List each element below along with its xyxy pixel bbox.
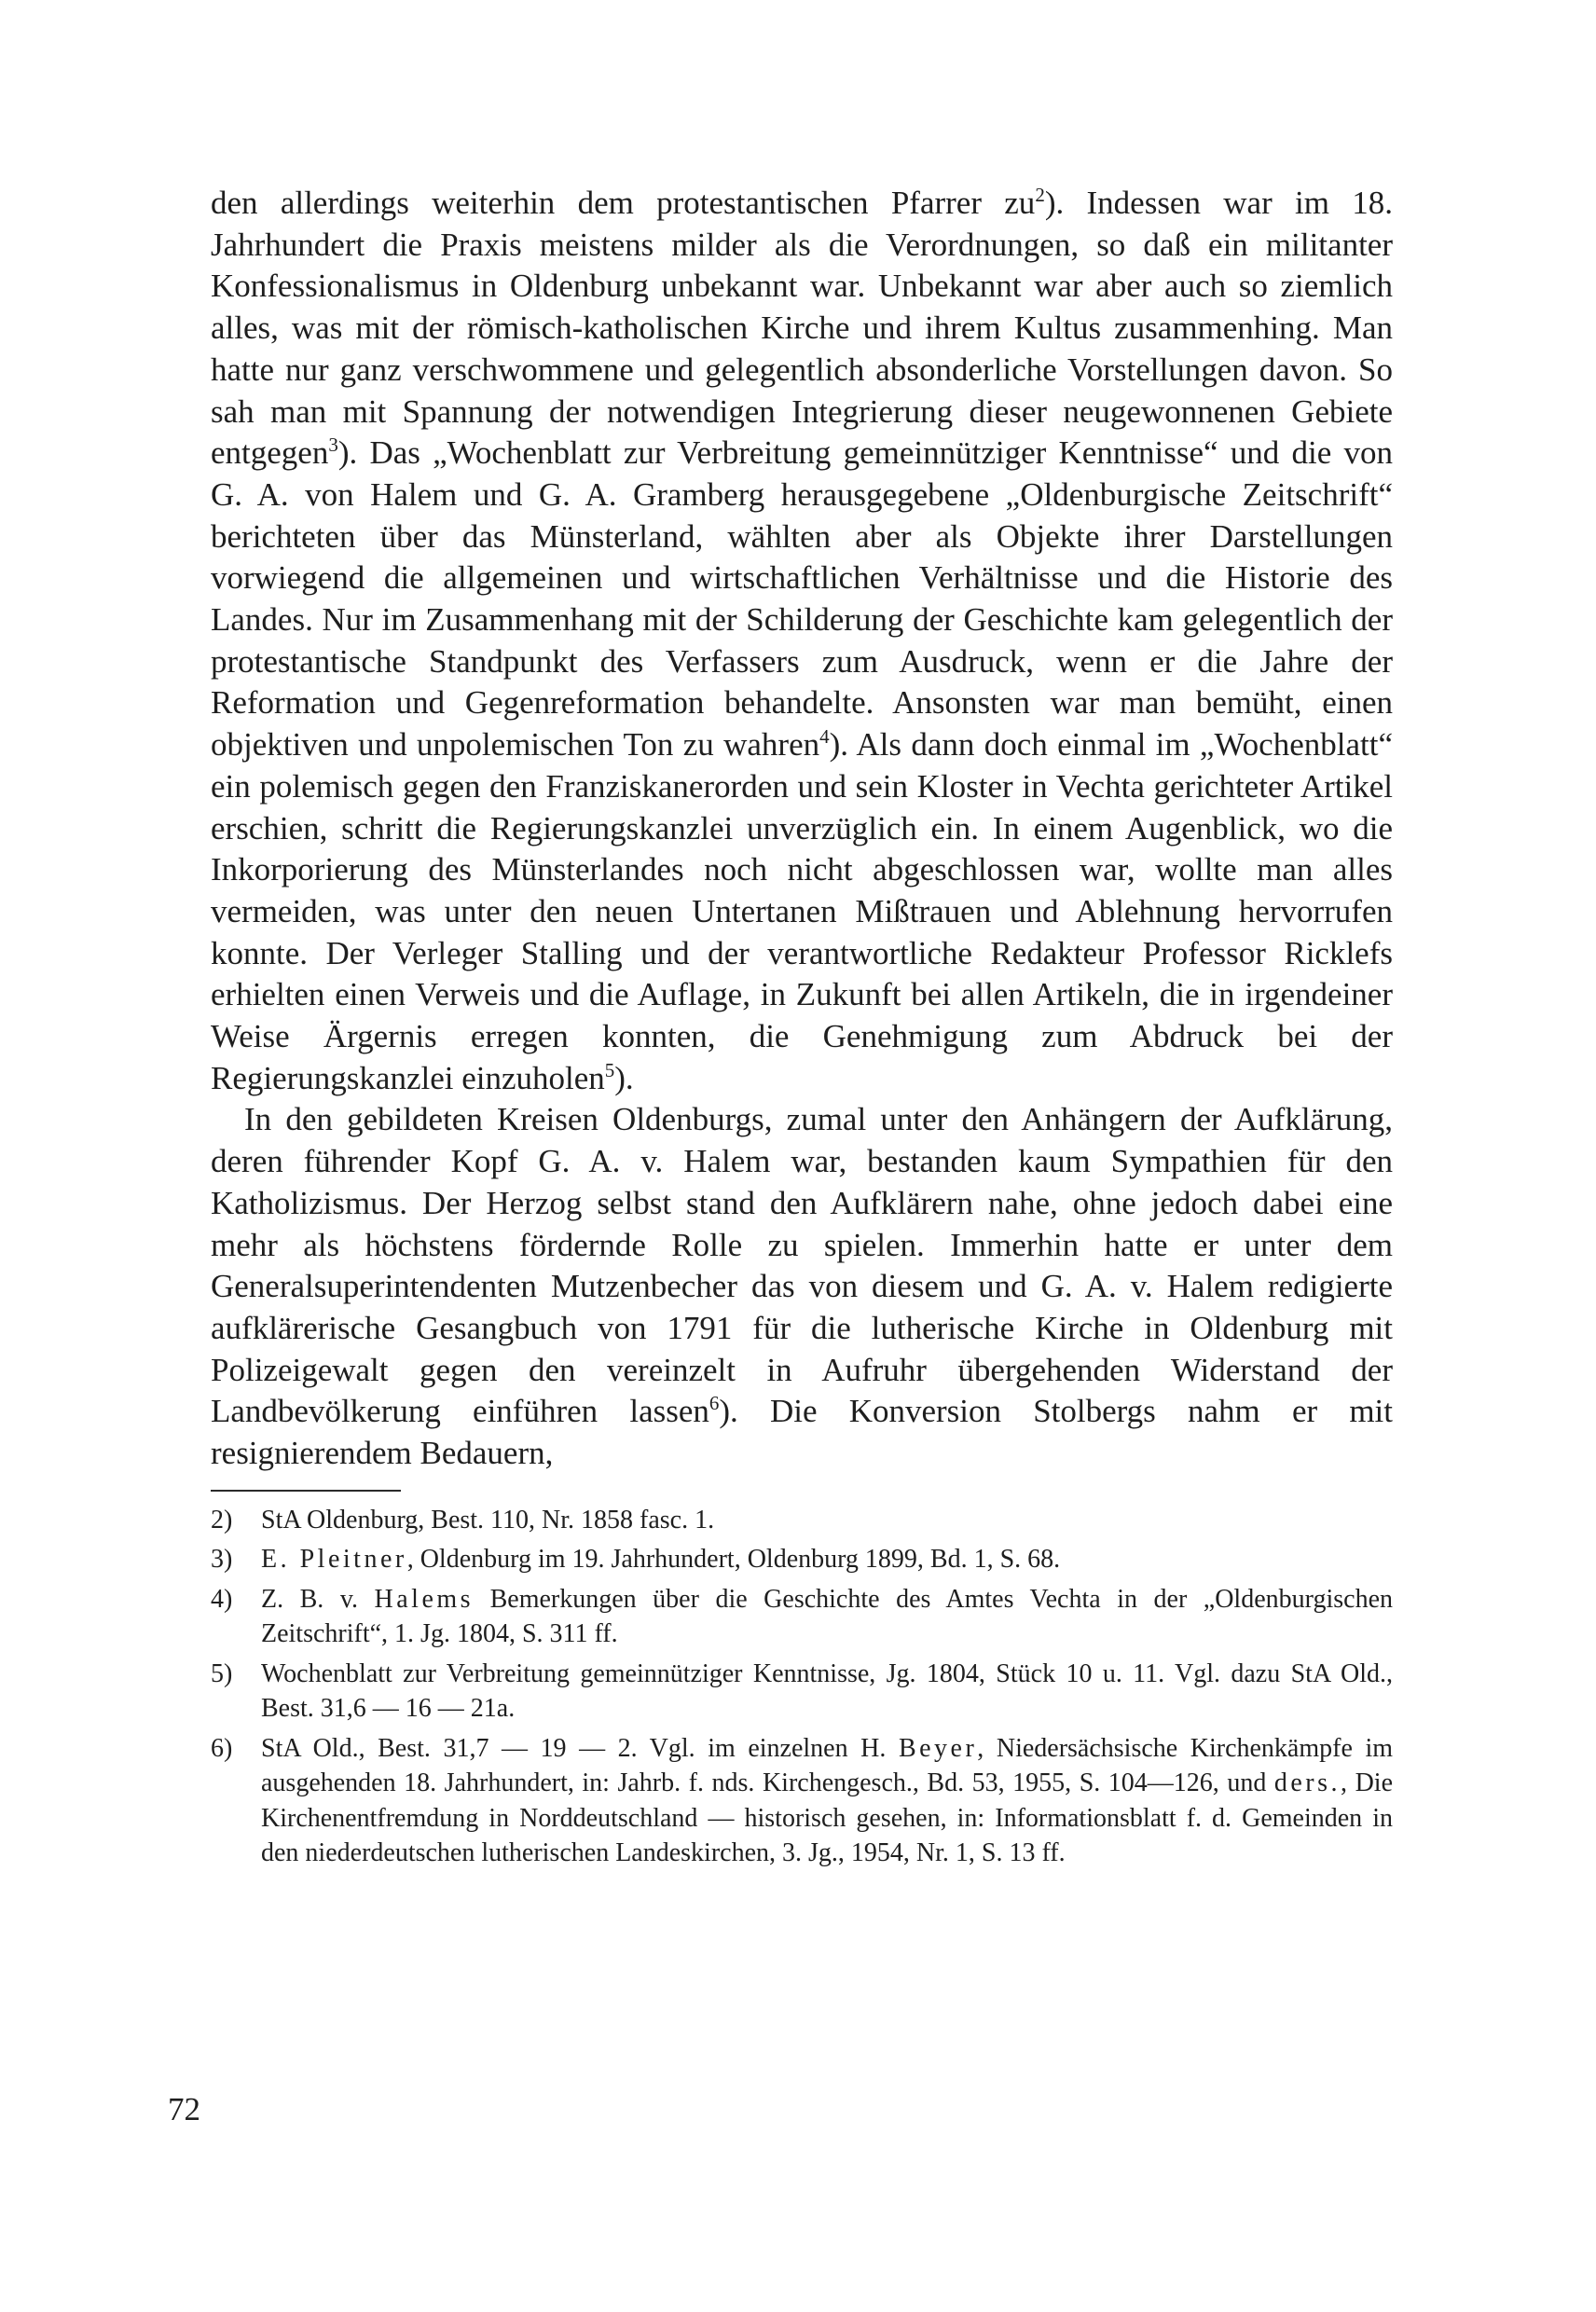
footnote-ref[interactable]: 2 [1035, 184, 1045, 206]
footnote-number: 4) [211, 1584, 233, 1614]
footnote-text: Wochenblatt zur Verbreitung gemeinnütziger Kenntnisse, Jg. 1804, Stück 10 u. 11. Vgl. dazu StA Old., Best. 31,6 — 16 — 21a. [261, 1658, 1393, 1724]
footnote-3 [211, 1542, 1393, 1577]
footnote-ref[interactable]: 5 [604, 1058, 615, 1081]
footnote-ref[interactable]: 3 [328, 434, 338, 457]
footnote-2 [211, 1503, 1393, 1538]
footnote-separator [211, 1490, 401, 1492]
author-name: Halems [374, 1584, 475, 1614]
author-name: ders. [1273, 1768, 1341, 1798]
footnote-number: 6) [211, 1733, 233, 1763]
page-content [211, 183, 1393, 1876]
footnote-ref[interactable]: 4 [819, 725, 830, 749]
footnote-text: StA Oldenburg, Best. 110, Nr. 1858 fasc. 1. [261, 1505, 715, 1534]
paragraph-2: In den gebildeten Kreisen Oldenburgs, zumal unter den Anhängern der Aufklärung, deren führender Kopf G. A. v. Halem war, bestanden kaum Sympathien für den Katholizismus. Der Herzog selbst stand den Aufklärern nahe, ohne jedoch dabei eine mehr als höchstens fördernde Rolle zu spielen. Immerhin hatte er unter dem Generalsuperintendenten Mutzenbecher das von diesem und G. A. v. Halem redigierte aufklärerische Gesangbuch von 1791 für die lutherische Kirche in Oldenburg mit Polizeigewalt gegen den vereinzelt in Aufruhr übergehenden Widerstand der Landbevölkerung einführen lassen$^6$). Die Konversion Stolbergs nahm er mit resignierendem Bedauern, [211, 1101, 1393, 1472]
footnote-number: 3) [211, 1545, 233, 1575]
footnote-6 [211, 1731, 1393, 1871]
page-number: 72 [168, 2091, 200, 2127]
footnote-4 [211, 1582, 1393, 1652]
footnote-5 [211, 1657, 1393, 1727]
footnotes [211, 1503, 1393, 1871]
body-text [211, 183, 1393, 1475]
author-name: Beyer [898, 1733, 978, 1763]
paragraph-1: den allerdings weiterhin dem protestantischen Pfarrer $zu^2$). Indessen war im 18. Jahrhundert die Praxis meistens milder als die Verordnungen, so daß ein militanter Konfessionalismus in Oldenburg unbekannt war. Unbekannt war aber auch so ziemlich alles, was mit der römisch-katholischen Kirche und ihrem Kultus zusammenhing. Man hatte nur ganz verschwommene und gelegentlich absonderliche Vorstellungen davon. So sah man mit Spannung der notwendigen Integrierung dieser neugewonnenen Gebiete entgegen$^3$). Das „Wochenblatt zur Verbreitung gemeinnütziger Kenntnisse“ und die von G. A. von Halem und G. A. Gramberg herausgegebene „Oldenburgische Zeitschrift“ berichteten über das Münsterland, wählten aber als Objekte ihrer Darstellungen vorwiegend die allgemeinen und wirtschaftlichen Verhältnisse und die Historie des Landes. Nur im Zusammenhang mit der Schilderung der Geschichte kam gelegentlich der protestantische Standpunkt des Verfassers zum Ausdruck, wenn er die Jahre der Reformation und Gegenreformation behandelte. Ansonsten war man bemüht, einen objektiven und unpolemischen Ton zu wahren$^4$). Als dann doch einmal im „Wochenblatt“ ein polemisch gegen den Franziskanerorden und sein Kloster in Vechta gerichteter Artikel erschien, schritt die Regierungskanzlei unverzüglich ein. In einem Augenblick, wo die Inkorporierung des Münsterlandes noch nicht abgeschlossen war, wollte man alles vermeiden, was unter den neuen Untertanen Mißtrauen und Ablehnung hervorrufen konnte. Der Verleger Stalling und der verantwortliche Redakteur Professor Ricklefs erhielten einen Verweis und die Auflage, in Zukunft bei allen Artikeln, die in irgendeiner Weise Ärgernis erregen konnten, die Genehmigung zum Abdruck bei der Regierungskanzlei einzuholen$^5$). [211, 184, 1393, 1096]
footnote-text: E. Pleitner, Oldenburg im 19. Jahrhundert, Oldenburg 1899, Bd. 1, S. 68. [261, 1545, 1061, 1575]
footnote-text: StA Old., Best. 31,7 — 19 — 2. Vgl. im einzelnen H. Beyer, Niedersächsische Kirchenkämpfe im ausgehenden 18. Jahrhundert, in: Jahrb. f. nds. Kirchengesch., Bd. 53, 1955, S. 104—126, und ders., Die Kirchenentfremdung in Norddeutschland — historisch gesehen, in: Informationsblatt f. d. Gemeinden in den niederdeutschen lutherischen Landeskirchen, 3. Jg., 1954, Nr. 1, S. 13 ff. [261, 1733, 1393, 1868]
author-name: E. Pleitner [261, 1545, 407, 1575]
footnote-text: Z. B. v. Halems Bemerkungen über die Geschichte des Amtes Vechta in der „Oldenburgischen Zeitschrift“, 1. Jg. 1804, S. 311 ff. [261, 1584, 1393, 1649]
footnote-ref[interactable]: 6 [709, 1392, 720, 1415]
footnote-number: 2) [211, 1505, 233, 1534]
footnote-number: 5) [211, 1658, 233, 1688]
